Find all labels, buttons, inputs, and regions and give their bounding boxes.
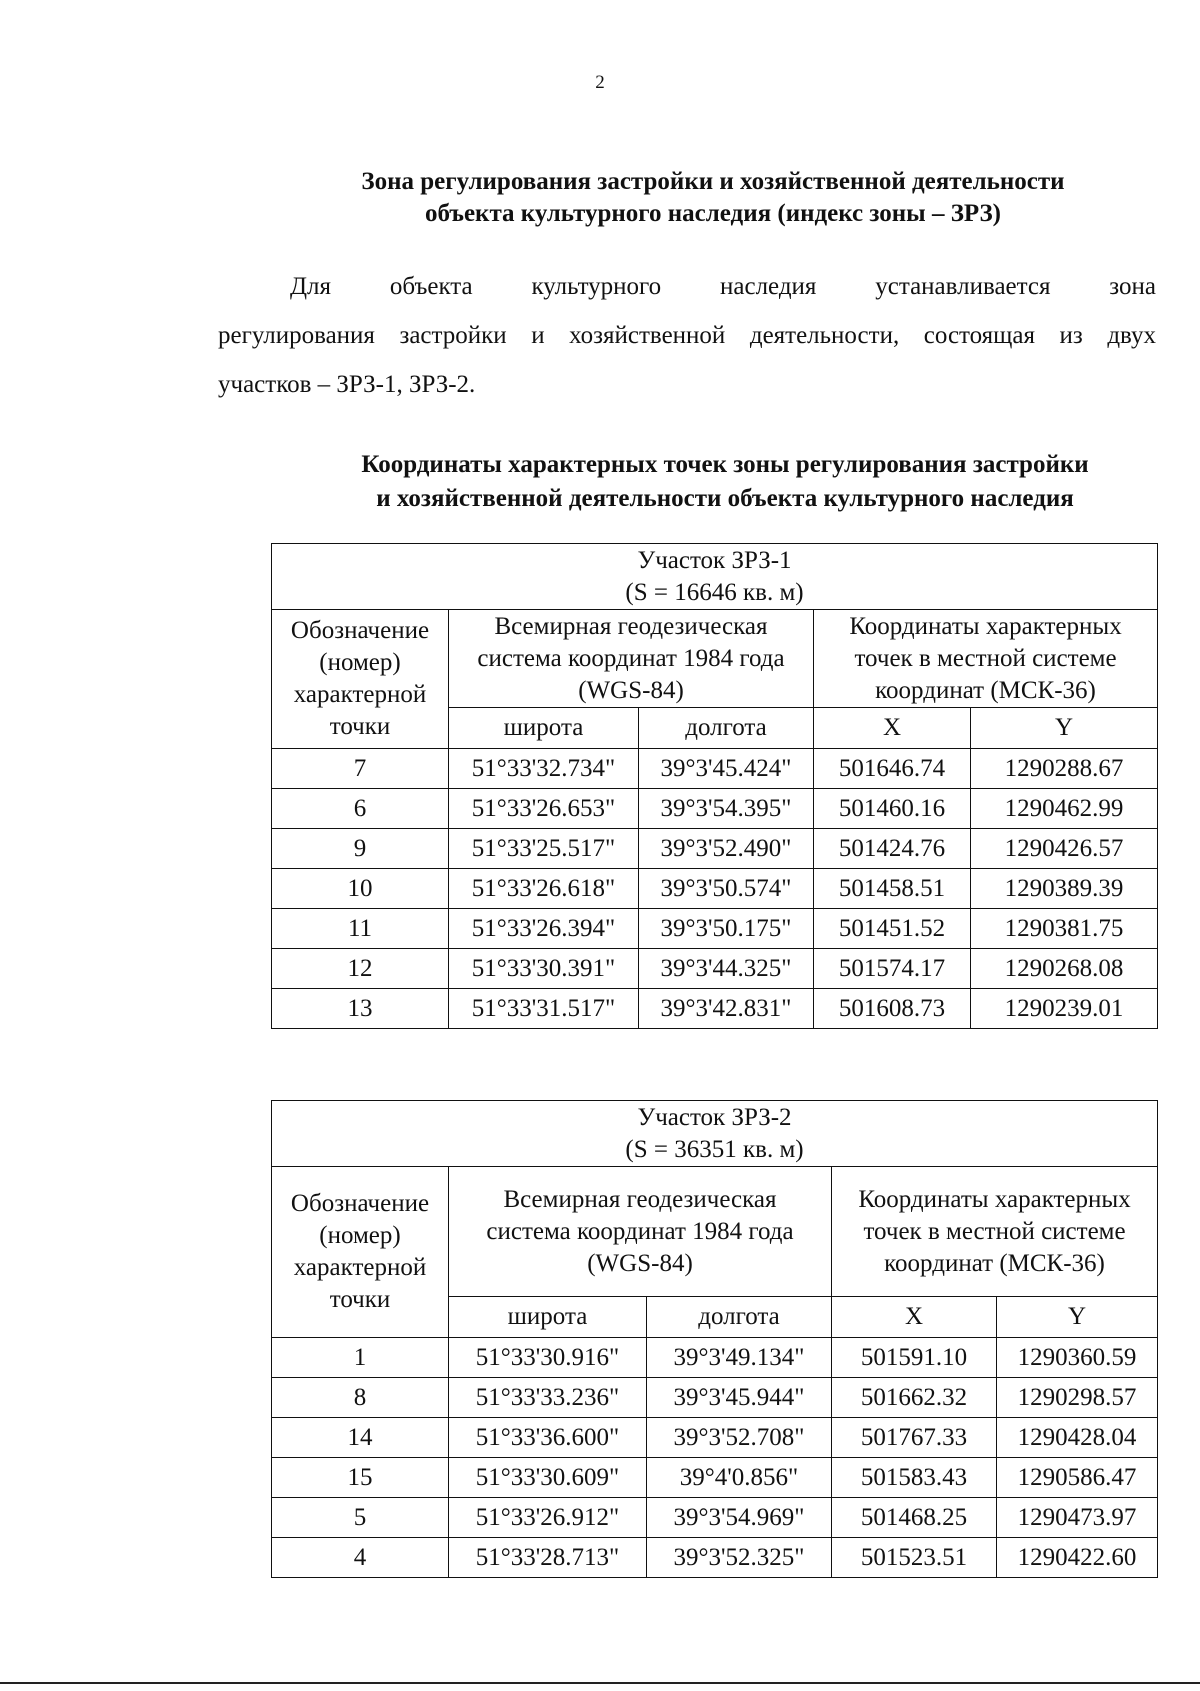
coords-title-line1: Координаты характерных точек зоны регулирования застройки (361, 451, 1089, 478)
cell-x: 501583.43 (832, 1458, 997, 1498)
cell-point: 4 (272, 1538, 449, 1578)
header-msk36: Координаты характерных точек в местной системе координат (МСК-36) (832, 1167, 1158, 1297)
caption-line1: Участок ЗРЗ-2 (637, 1103, 792, 1131)
cell-lat: 51°33'36.600" (449, 1418, 647, 1458)
cell-y: 1290428.04 (997, 1418, 1158, 1458)
cell-lon: 39°3'52.490" (639, 829, 814, 869)
coords-title-line2: и хозяйственной деятельности объекта культурного наследия (376, 485, 1074, 512)
cell-lon: 39°3'45.424" (639, 749, 814, 789)
cell-y: 1290422.60 (997, 1538, 1158, 1578)
cell-point: 13 (272, 989, 449, 1029)
header-latitude: широта (449, 708, 639, 749)
cell-lon: 39°3'45.944" (647, 1378, 832, 1418)
page-number: 2 (595, 72, 605, 93)
cell-lat: 51°33'30.609" (449, 1458, 647, 1498)
coords-table-zrz2 (271, 1100, 1158, 1578)
table-row (272, 909, 1158, 949)
intro-paragraph (218, 262, 1156, 409)
cell-x: 501662.32 (832, 1378, 997, 1418)
cell-point: 9 (272, 829, 449, 869)
cell-point: 10 (272, 869, 449, 909)
cell-lat: 51°33'31.517" (449, 989, 639, 1029)
header-point-designation: Обозначение (номер) характерной точки (272, 610, 449, 749)
header-point-designation: Обозначение (номер) характерной точки (272, 1167, 449, 1338)
cell-lat: 51°33'33.236" (449, 1378, 647, 1418)
zone-title-line1: Зона регулирования застройки и хозяйственной деятельности (361, 168, 1065, 195)
cell-x: 501574.17 (814, 949, 971, 989)
cell-lon: 39°3'44.325" (639, 949, 814, 989)
cell-y: 1290462.99 (971, 789, 1158, 829)
cell-y: 1290426.57 (971, 829, 1158, 869)
header-wgs84: Всемирная геодезическая система координат 1984 года (WGS-84) (449, 610, 814, 708)
table-row (272, 1418, 1158, 1458)
cell-y: 1290360.59 (997, 1338, 1158, 1378)
table-row (272, 1498, 1158, 1538)
table-caption (272, 544, 1158, 610)
cell-y: 1290268.08 (971, 949, 1158, 989)
header-longitude: долгота (639, 708, 814, 749)
zone-title-line2: объекта культурного наследия (индекс зоны – ЗРЗ) (425, 200, 1001, 227)
cell-point: 7 (272, 749, 449, 789)
cell-x: 501468.25 (832, 1498, 997, 1538)
cell-x: 501523.51 (832, 1538, 997, 1578)
cell-lat: 51°33'28.713" (449, 1538, 647, 1578)
cell-point: 1 (272, 1338, 449, 1378)
cell-lat: 51°33'26.618" (449, 869, 639, 909)
cell-point: 8 (272, 1378, 449, 1418)
header-x: X (832, 1297, 997, 1338)
header-wgs84: Всемирная геодезическая система координат 1984 года (WGS-84) (449, 1167, 832, 1297)
cell-y: 1290586.47 (997, 1458, 1158, 1498)
cell-x: 501608.73 (814, 989, 971, 1029)
cell-x: 501460.16 (814, 789, 971, 829)
cell-lat: 51°33'30.916" (449, 1338, 647, 1378)
cell-y: 1290239.01 (971, 989, 1158, 1029)
caption-line2: (S = 16646 кв. м) (625, 578, 804, 606)
table-row (272, 1338, 1158, 1378)
cell-point: 6 (272, 789, 449, 829)
cell-lon: 39°3'54.969" (647, 1498, 832, 1538)
header-y: Y (997, 1297, 1158, 1338)
table-row (272, 949, 1158, 989)
caption-line1: Участок ЗРЗ-1 (637, 546, 792, 574)
paragraph-line1: Для объекта культурного наследия устанавливается зона (290, 273, 1156, 300)
paragraph-line3: участков – ЗРЗ-1, ЗРЗ-2. (218, 371, 476, 398)
cell-x: 501458.51 (814, 869, 971, 909)
cell-lon: 39°4'0.856" (647, 1458, 832, 1498)
table-row (272, 829, 1158, 869)
footer-divider (0, 1682, 1200, 1684)
header-y: Y (971, 708, 1158, 749)
cell-lat: 51°33'25.517" (449, 829, 639, 869)
header-latitude: широта (449, 1297, 647, 1338)
cell-lat: 51°33'26.912" (449, 1498, 647, 1538)
cell-lon: 39°3'49.134" (647, 1338, 832, 1378)
cell-lon: 39°3'50.574" (639, 869, 814, 909)
table-row (272, 749, 1158, 789)
header-longitude: долгота (647, 1297, 832, 1338)
cell-y: 1290288.67 (971, 749, 1158, 789)
cell-x: 501767.33 (832, 1418, 997, 1458)
cell-y: 1290298.57 (997, 1378, 1158, 1418)
cell-lon: 39°3'50.175" (639, 909, 814, 949)
header-x: X (814, 708, 971, 749)
cell-y: 1290389.39 (971, 869, 1158, 909)
table-row (272, 789, 1158, 829)
coords-table-zrz1 (271, 543, 1158, 1029)
zone-title (296, 166, 1130, 230)
table-row (272, 1538, 1158, 1578)
cell-x: 501451.52 (814, 909, 971, 949)
table-row (272, 1458, 1158, 1498)
cell-point: 5 (272, 1498, 449, 1538)
cell-x: 501424.76 (814, 829, 971, 869)
caption-line2: (S = 36351 кв. м) (625, 1135, 804, 1163)
cell-point: 15 (272, 1458, 449, 1498)
cell-lat: 51°33'30.391" (449, 949, 639, 989)
cell-lat: 51°33'26.653" (449, 789, 639, 829)
header-msk36: Координаты характерных точек в местной системе координат (МСК-36) (814, 610, 1158, 708)
cell-lon: 39°3'52.325" (647, 1538, 832, 1578)
cell-lon: 39°3'52.708" (647, 1418, 832, 1458)
table-row (272, 1378, 1158, 1418)
cell-point: 14 (272, 1418, 449, 1458)
cell-lat: 51°33'32.734" (449, 749, 639, 789)
cell-x: 501646.74 (814, 749, 971, 789)
cell-lat: 51°33'26.394" (449, 909, 639, 949)
paragraph-line2: регулирования застройки и хозяйственной деятельности, состоящая из двух (218, 322, 1156, 349)
cell-x: 501591.10 (832, 1338, 997, 1378)
cell-y: 1290381.75 (971, 909, 1158, 949)
table-row (272, 869, 1158, 909)
cell-lon: 39°3'42.831" (639, 989, 814, 1029)
cell-point: 11 (272, 909, 449, 949)
table-caption (272, 1101, 1158, 1167)
cell-lon: 39°3'54.395" (639, 789, 814, 829)
cell-point: 12 (272, 949, 449, 989)
coords-title (300, 448, 1150, 516)
cell-y: 1290473.97 (997, 1498, 1158, 1538)
table-row (272, 989, 1158, 1029)
